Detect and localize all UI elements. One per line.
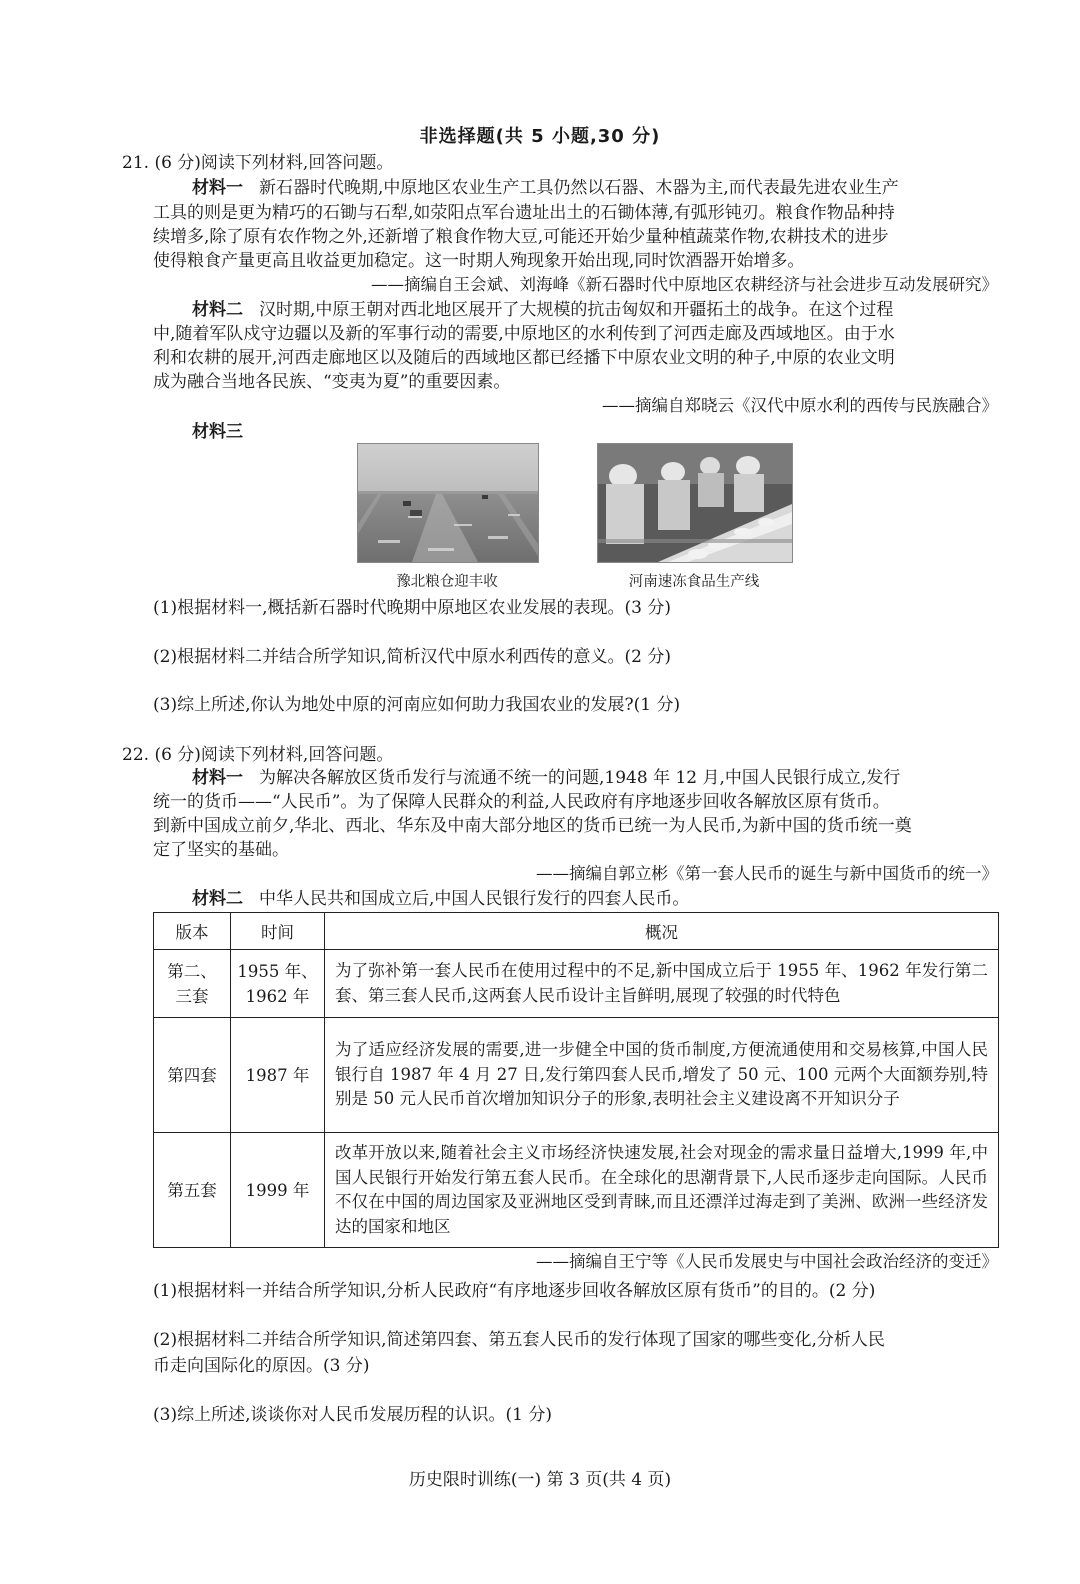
q21-sub2: (2)根据材料二并结合所学知识,简析汉代中原水利西传的意义。(2 分)	[153, 647, 671, 667]
row-version: 第二、 三套	[154, 950, 231, 1018]
q22-m1-line-3: 到新中国成立前夕,华北、西北、华东及中南大部分地区的货币已统一为人民币,为新中国的货币统一奠	[153, 816, 912, 836]
q21-m2-line-4: 成为融合当地各民族、“变夷为夏”的重要因素。	[153, 372, 511, 392]
q22-sub3: (3)综上所述,谈谈你对人民币发展历程的认识。(1 分)	[153, 1405, 552, 1425]
q22-sub2-line-2: 币走向国际化的原因。(3 分)	[153, 1356, 370, 1376]
q21-m2-line-3: 利和农耕的展开,河西走廊地区以及随后的西域地区都已经播下中原农业文明的种子,中原的农业文明	[153, 348, 895, 368]
q22-m1-line-2: 统一的货币——“人民币”。为了保障人民群众的利益,人民政府有序地逐步回收各解放区原有货币。	[153, 792, 890, 812]
photo1-caption: 豫北粮仓迎丰收	[396, 574, 498, 590]
q21-m2-line-2: 中,随着军队戍守边疆以及新的军事行动的需要,中原地区的水利传到了河西走廊及西域地区。由于水	[153, 324, 895, 344]
row-overview: 改革开放以来,随着社会主义市场经济快速发展,社会对现金的需求量日益增大,1999 年,中国人民银行开始发行第五套人民币。在全球化的思潮背景下,人民币逐步走向国际。人民币不仅在中国的周边国家及亚洲地区受到青睐,而且还漂洋过海走到了美洲、欧洲一些经济发达的国家和地区	[325, 1133, 999, 1248]
q21-m1-line-4: 使得粮食产量更高且收益更加稳定。这一时期人殉现象开始出现,同时饮酒器开始增多。	[153, 251, 805, 271]
q21-sub1: (1)根据材料一,概括新石器时代晚期中原地区农业发展的表现。(3 分)	[153, 598, 671, 618]
q22-m1-line-4: 定了坚实的基础。	[153, 840, 289, 860]
table-row	[154, 950, 999, 1018]
q21-m1-line-2: 工具的则是更为精巧的石锄与石犁,如荥阳点军台遗址出土的石锄体薄,有弧形钝刃。粮食作物品种持	[153, 203, 895, 223]
row-time: 1955 年、 1962 年	[231, 950, 325, 1018]
header-time: 时间	[231, 913, 325, 950]
page-footer: 历史限时训练(一) 第 3 页(共 4 页)	[408, 1470, 672, 1490]
q21-stem: 21. (6 分)阅读下列材料,回答问题。	[122, 153, 394, 173]
section-title: 非选择题(共 5 小题,30 分)	[419, 126, 661, 147]
q22-m1-label: 材料一	[192, 768, 243, 788]
table-row	[154, 1133, 999, 1248]
q22-sub1: (1)根据材料一并结合所学知识,分析人民政府“有序地逐步回收各解放区原有货币”的目的。(2 分)	[153, 1281, 876, 1301]
q22-m1-line-1: 材料一 为解决各解放区货币发行与流通不统一的问题,1948 年 12 月,中国人民银行成立,发行	[192, 768, 901, 788]
row-overview: 为了适应经济发展的需要,进一步健全中国的货币制度,方便流通使用和交易核算,中国人民银行自 1987 年 4 月 27 日,发行第四套人民币,增发了 50 元、100 元两个大面额券别,特别是 50 元人民币首次增加知识分子的形象,表明社会主义建设离不开知识分子	[325, 1018, 999, 1133]
q22-m2-label: 材料二	[192, 889, 243, 909]
q21-m1-line-1: 材料一 新石器时代晚期,中原地区农业生产工具仍然以石器、木器为主,而代表最先进农业生产	[192, 178, 899, 198]
q21-m2-source: ——摘编自郑晓云《汉代中原水利的西传与民族融合》	[602, 396, 998, 415]
q21-m1-line-3: 续增多,除了原有农作物之外,还新增了粮食作物大豆,可能还开始少量种植蔬菜作物,农耕技术的进步	[153, 227, 889, 247]
row-version: 第五套	[154, 1133, 231, 1248]
row-time: 1999 年	[231, 1133, 325, 1248]
q21-sub3: (3)综上所述,你认为地处中原的河南应如何助力我国农业的发展?(1 分)	[153, 695, 681, 715]
q21-m1-source: ——摘编自王会斌、刘海峰《新石器时代中原地区农耕经济与社会进步互动发展研究》	[371, 275, 998, 294]
header-overview: 概况	[325, 913, 999, 950]
q21-m1-label: 材料一	[192, 178, 243, 198]
row-version: 第四套	[154, 1018, 231, 1133]
row-overview: 为了弥补第一套人民币在使用过程中的不足,新中国成立后于 1955 年、1962 年发行第二套、第三套人民币,这两套人民币设计主旨鲜明,展现了较强的时代特色	[325, 950, 999, 1018]
row-time: 1987 年	[231, 1018, 325, 1133]
q21-m2-line-1: 材料二 汉时期,中原王朝对西北地区展开了大规模的抗击匈奴和开疆拓土的战争。在这个过程	[192, 300, 894, 320]
table-row	[154, 1018, 999, 1133]
q22-table-source: ——摘编自王宁等《人民币发展史与中国社会政治经济的变迁》	[536, 1252, 998, 1271]
q22-m2-line: 材料二 中华人民共和国成立后,中国人民银行发行的四套人民币。	[192, 889, 690, 909]
q22-sub2-line-1: (2)根据材料二并结合所学知识,简述第四套、第五套人民币的发行体现了国家的哪些变化,分析人民	[153, 1330, 885, 1350]
header-version: 版本	[154, 913, 231, 950]
rmb-issues-table	[153, 912, 999, 1248]
q22-stem: 22. (6 分)阅读下列材料,回答问题。	[122, 745, 394, 765]
harvest-field-photo	[357, 443, 539, 563]
q21-m2-label: 材料二	[192, 300, 243, 320]
table-header-row	[154, 913, 999, 950]
photo2-caption: 河南速冻食品生产线	[628, 574, 760, 590]
q21-m3-label: 材料三	[192, 422, 243, 442]
q22-m1-source: ——摘编自郭立彬《第一套人民币的诞生与新中国货币的统一》	[536, 864, 998, 883]
frozen-food-line-photo	[597, 443, 793, 563]
